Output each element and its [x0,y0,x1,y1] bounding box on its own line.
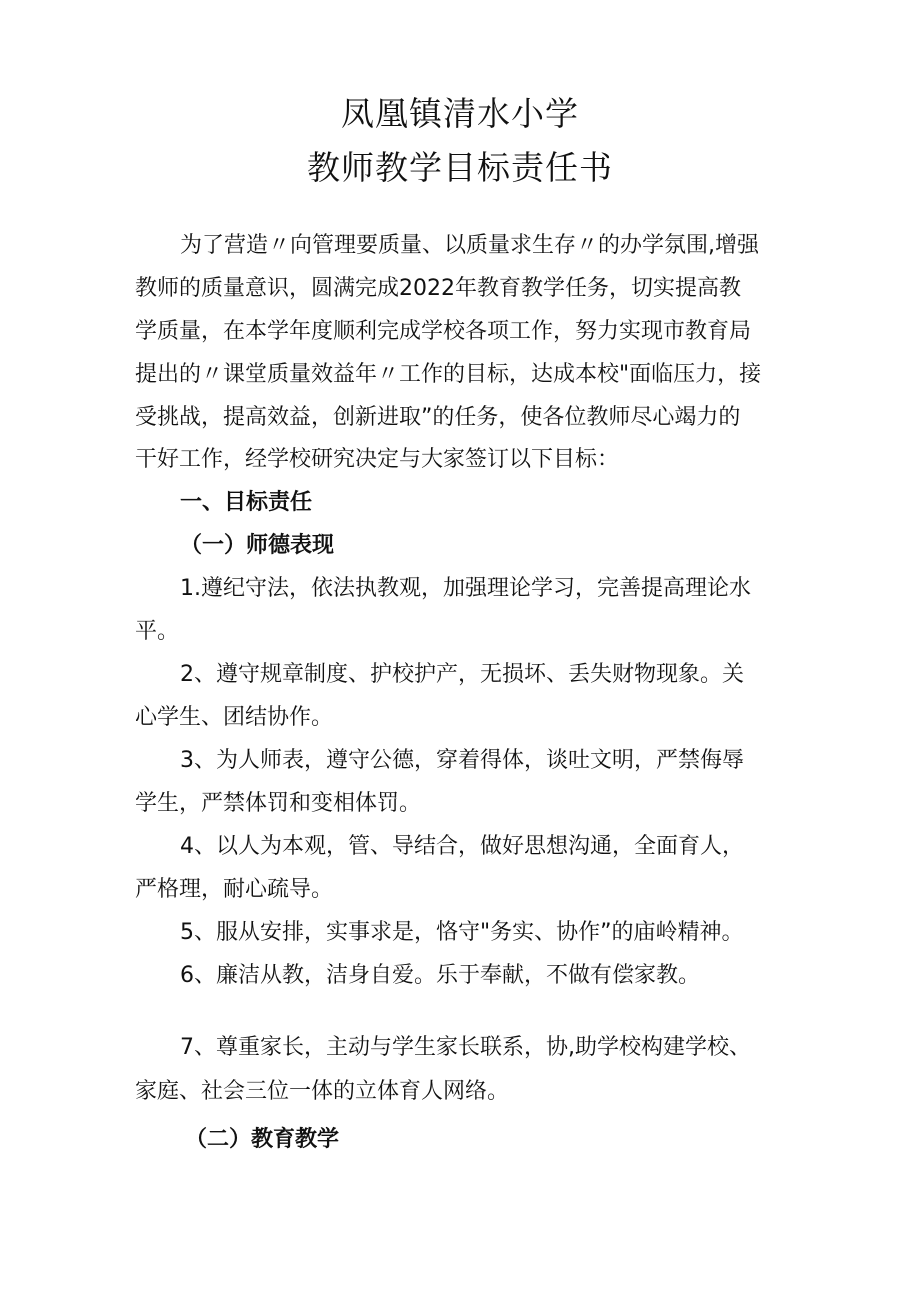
item-3-line-1: 3、为人师表，遵守公德，穿着得体，谈吐文明，严禁侮辱 [180,748,744,773]
intro-line-6: 干好工作，经学校研究决定与大家签订以下目标： [135,447,620,472]
intro-line-5: 受挑战，提高效益，创新进取”的任务，使各位教师尽心竭力的 [135,405,741,430]
subsection-heading-teaching: （二）教育教学 [185,1127,340,1152]
intro-line-4: 提出的〃课堂质量效益年〃工作的目标，达成本校"面临压力，接 [135,362,762,387]
subsection-heading-ethics: （一）师德表现 [180,533,335,558]
section-heading-goals: 一、目标责任 [180,490,313,515]
item-2-line-2: 心学生、团结协作。 [135,705,334,730]
item-3-line-2: 学生，严禁体罚和变相体罚。 [135,791,422,816]
document-title: 教师教学目标责任书 [307,148,613,187]
item-1-line-1: 1.遵纪守法，依法执教观，加强理论学习，完善提高理论水 [180,576,751,601]
item-1-line-2: 平。 [135,619,180,644]
item-2-line-1: 2、遵守规章制度、护校护产，无损坏、丢失财物现象。关 [180,662,744,687]
document-title-school: 凤凰镇清水小学 [341,94,579,133]
intro-line-3: 学质量，在本学年度顺利完成学校各项工作，努力实现市教育局 [135,319,752,344]
item-5: 5、服从安排，实事求是，恪守"务实、协作”的庙岭精神。 [180,920,744,945]
item-7-line-2: 家庭、社会三位一体的立体育人网络。 [135,1079,510,1104]
item-6: 6、廉洁从教，洁身自爱。乐于奉献，不做有偿家教。 [180,963,700,988]
item-4-line-2: 严格理，耐心疏导。 [135,877,334,902]
intro-line-1: 为了营造〃向管理要质量、以质量求生存〃的办学氛围,增强 [180,233,759,258]
item-4-line-1: 4、以人为本观，管、导结合，做好思想沟通，全面育人， [180,834,744,859]
intro-line-2: 教师的质量意识，圆满完成2022年教育教学任务，切实提高教 [135,276,741,301]
item-7-line-1: 7、尊重家长，主动与学生家长联系，协,助学校构建学校、 [180,1035,751,1060]
